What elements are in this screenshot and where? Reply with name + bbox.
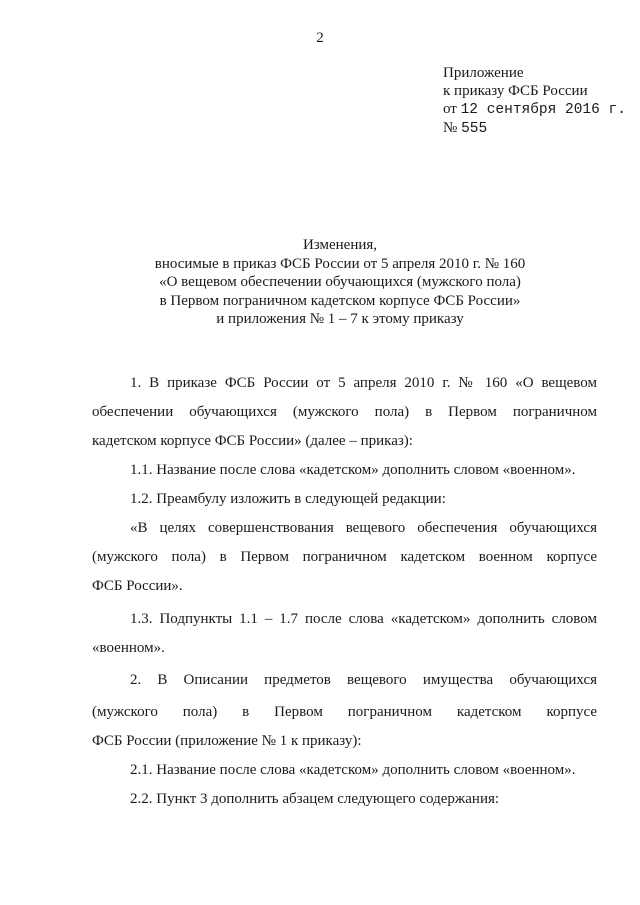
paragraph-line: 2.2. Пункт 3 дополнить абзацем следующего содержания: [130,791,500,807]
paragraph-1-1 [92,456,597,485]
paragraph-line: (мужского пола) в Первом пограничном кадетском военном корпусе [92,549,597,565]
paragraph-1-3 [92,605,597,663]
paragraph-line: 1.2. Преамбулу изложить в следующей редакции: [130,491,446,507]
paragraph-1-2 [92,485,597,514]
paragraph-line: 2.1. Название после слова «кадетском» дополнить словом «военном». [130,762,576,778]
document-title [80,236,600,329]
appendix-number-prefix: № [443,120,458,136]
appendix-number [443,119,626,138]
title-line: и приложения № 1 – 7 к этому приказу [216,311,464,328]
appendix-block [443,64,626,138]
page-number: 2 [316,30,324,46]
paragraph-2 [92,666,597,756]
paragraph-line: «военном». [92,640,165,656]
paragraph-line: 2. В Описании предметов вещевого имущества обучающихся [130,672,597,688]
paragraph-line: ФСБ России». [92,578,183,594]
appendix-number-value: 555 [461,121,488,137]
paragraph-line: 1.3. Подпункты 1.1 – 1.7 после слова «кадетском» дополнить словом [130,611,597,627]
appendix-date [443,100,626,119]
appendix-order-ref: к приказу ФСБ России [443,83,588,99]
paragraph-2-2 [92,785,597,814]
paragraph-line: ФСБ России (приложение № 1 к приказу): [92,733,362,749]
paragraph-line: кадетском корпусе ФСБ России» (далее – приказ): [92,433,413,449]
appendix-date-prefix: от [443,101,457,117]
paragraph-line: «В целях совершенствования вещевого обеспечения обучающихся [130,520,597,536]
paragraph-line: 1.1. Название после слова «кадетском» дополнить словом «военном». [130,462,576,478]
paragraph-line: (мужского пола) в Первом пограничном кадетском корпусе [92,704,597,720]
title-line: Изменения, [302,237,378,253]
title-line: вносимые в приказ ФСБ России от 5 апреля 2010 г. № 160 [154,255,526,272]
paragraph-1 [92,369,597,456]
appendix-date-value: 12 сентября 2016 г. [460,102,626,118]
paragraph-line: 1. В приказе ФСБ России от 5 апреля 2010 г. № 160 «О вещевом [130,375,597,391]
appendix-title: Приложение [443,65,524,81]
title-line: «О вещевом обеспечении обучающихся (мужского пола) [159,274,521,291]
title-line: в Первом пограничном кадетском корпусе ФСБ России» [159,292,521,309]
paragraph-quote [92,514,597,601]
paragraph-2-1 [92,756,597,785]
paragraph-line: обеспечении обучающихся (мужского пола) в Первом пограничном [92,404,597,420]
